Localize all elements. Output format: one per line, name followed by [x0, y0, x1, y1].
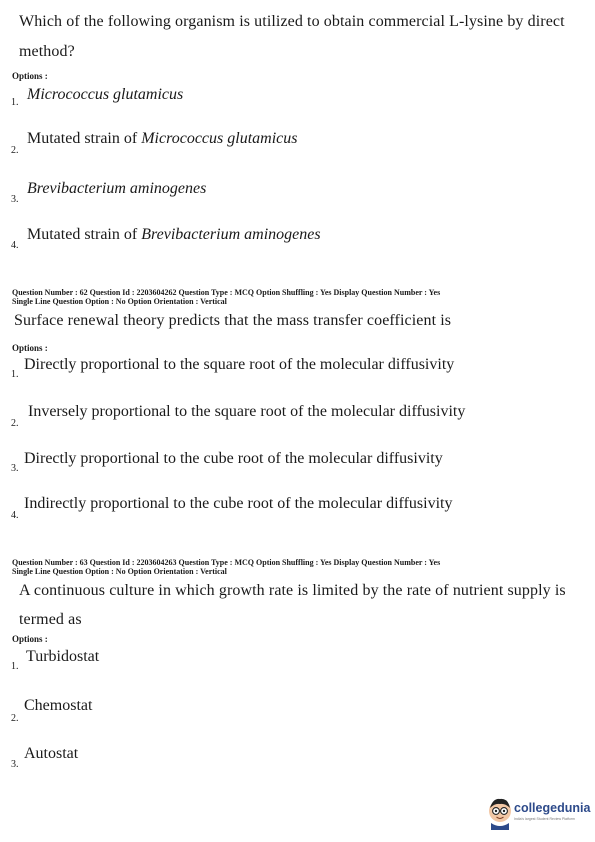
q2-option-3-number: 3.	[11, 463, 19, 474]
logo-tagline: India's largest Student Review Platform	[514, 817, 575, 821]
q1-text-line1: Which of the following organism is utilized to obtain commercial L-lysine by direct	[19, 13, 565, 30]
q2-option-1-number: 1.	[11, 369, 19, 380]
q1-option-3-number: 3.	[11, 194, 19, 205]
q2-option-3[interactable]: Directly proportional to the cube root of the molecular diffusivity	[24, 450, 443, 467]
q3-option-3-number: 3.	[11, 759, 19, 770]
q1-option-4-number: 4.	[11, 240, 19, 251]
q2-option-4-number: 4.	[11, 510, 19, 521]
q1-option-1-italic: Micrococcus glutamicus	[27, 86, 184, 103]
q3-text-line2: termed as	[19, 611, 82, 628]
q1-option-1[interactable]	[27, 86, 183, 104]
q1-option-2-prefix: Mutated strain of	[27, 130, 142, 147]
q1-option-1-number: 1.	[11, 97, 19, 108]
q1-option-2-italic: Micrococcus glutamicus	[141, 130, 298, 147]
q3-option-1-number: 1.	[11, 661, 19, 672]
q3-option-2[interactable]: Chemostat	[24, 697, 93, 714]
q2-option-2-number: 2.	[11, 418, 19, 429]
q3-meta-line1: Question Number : 63 Question Id : 2203604263 Question Type : MCQ Option Shuffling : Yes Display Question Number : Yes	[12, 558, 441, 567]
q3-option-1[interactable]: Turbidostat	[26, 648, 100, 665]
q2-option-4[interactable]: Indirectly proportional to the cube root of the molecular diffusivity	[24, 495, 453, 512]
q2-text: Surface renewal theory predicts that the mass transfer coefficient is	[14, 312, 452, 329]
q1-options-label: Options :	[12, 71, 48, 81]
q2-options-label: Options :	[12, 343, 48, 353]
q1-option-4[interactable]	[27, 226, 321, 244]
q1-option-4-prefix: Mutated strain of	[27, 226, 142, 243]
q2-option-2[interactable]: Inversely proportional to the square root of the molecular diffusivity	[28, 403, 466, 420]
q2-meta-line2: Single Line Question Option : No Option Orientation : Vertical	[12, 297, 227, 306]
q3-option-2-number: 2.	[11, 713, 19, 724]
logo-name: collegedunia	[514, 801, 591, 815]
q2-option-1[interactable]: Directly proportional to the square root of the molecular diffusivity	[24, 356, 455, 373]
logo-wordmark	[514, 801, 590, 815]
q1-option-2-number: 2.	[11, 145, 19, 156]
collegedunia-logo	[487, 796, 591, 832]
q1-option-4-italic: Brevibacterium aminogenes	[141, 226, 321, 243]
q2-meta-line1: Question Number : 62 Question Id : 2203604262 Question Type : MCQ Option Shuffling : Yes Display Question Number : Yes	[12, 288, 441, 297]
mascot-icon	[487, 796, 513, 830]
q3-options-label: Options :	[12, 634, 48, 644]
q1-text-line2: method?	[19, 43, 75, 60]
q1-option-2[interactable]	[27, 130, 297, 148]
q1-option-3[interactable]	[27, 180, 206, 198]
q3-meta-line2: Single Line Question Option : No Option Orientation : Vertical	[12, 567, 227, 576]
q1-option-3-italic: Brevibacterium aminogenes	[27, 180, 207, 197]
q3-option-3[interactable]: Autostat	[24, 745, 79, 762]
q3-text-line1: A continuous culture in which growth rate is limited by the rate of nutrient supply is	[19, 582, 566, 599]
